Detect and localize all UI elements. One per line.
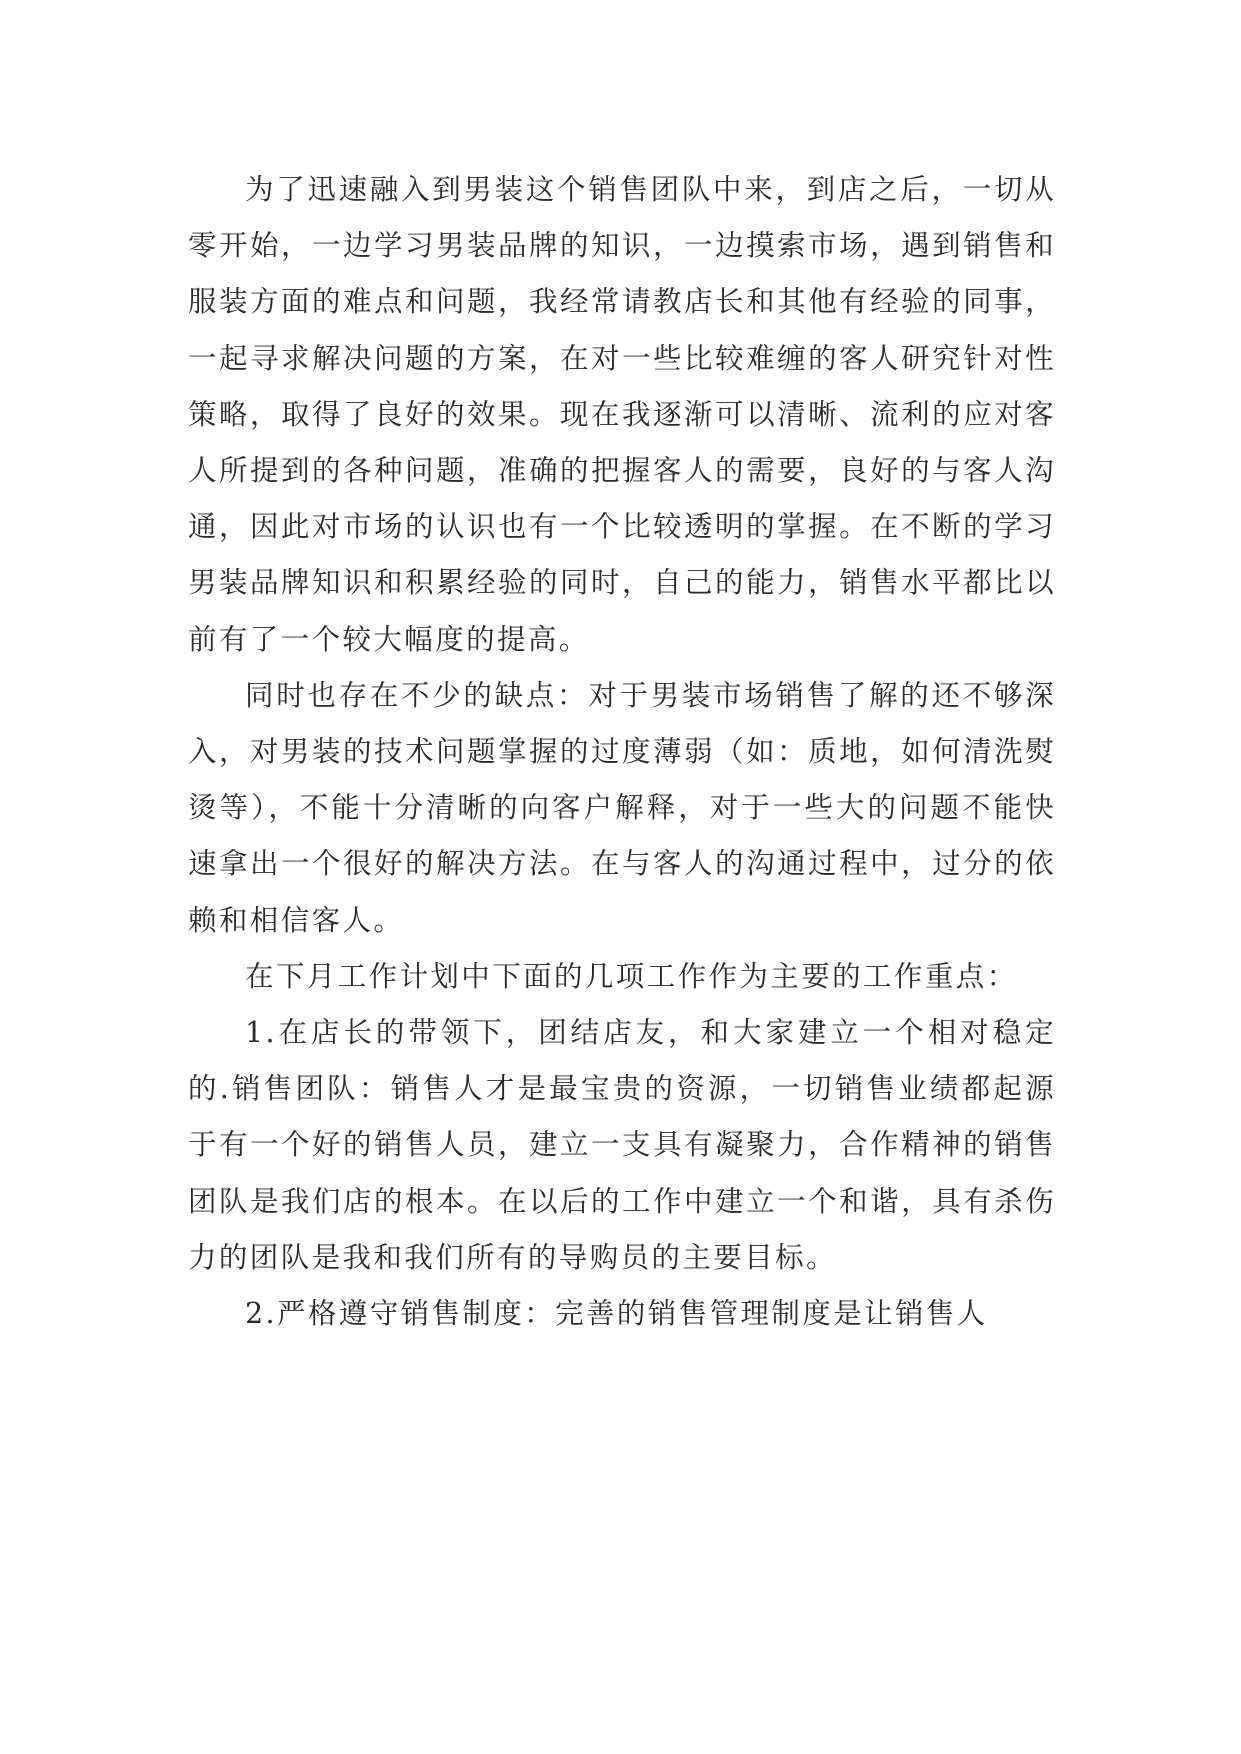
paragraph-plan-item-2: 2.严格遵守销售制度：完善的销售管理制度是让销售人 (245, 1297, 988, 1331)
paragraph-plan-item-1: 1.在店长的带领下，团结店友，和大家建立一个相对稳定的.销售团队：销售人才是最宝贵的资源，一切销售业绩都起源于有一个好的销售人员，建立一支具有凝聚力，合作精神的销售团队是我们店的根本。在以后的工作中建立一个和谐，具有杀伤力的团队是我和我们所有的导购员的主要目标。 (188, 1016, 1056, 1274)
paragraph-shortcomings: 同时也存在不少的缺点：对于男装市场销售了解的还不够深入，对男装的技术问题掌握的过度薄弱（如：质地，如何清洗熨烫等），不能十分清晰的向客户解释，对于一些大的问题不能快速拿出一个很好的解决方法。在与客人的沟通过程中，过分的依赖和相信客人。 (188, 678, 1056, 937)
paragraph-integration: 为了迅速融入到男装这个销售团队中来，到店之后，一切从零开始，一边学习男装品牌的知识，一边摸索市场，遇到销售和服装方面的难点和问题，我经常请教店长和其他有经验的同事，一起寻求解决问题的方案，在对一些比较难缠的客人研究针对性策略，取得了良好的效果。现在我逐渐可以清晰、流利的应对客人所提到的各种问题，准确的把握客人的需要，良好的与客人沟通，因此对市场的认识也有一个比较透明的掌握。在不断的学习男装品牌知识和积累经验的同时，自己的能力，销售水平都比以前有了一个较大幅度的提高。 (188, 173, 1056, 656)
paragraph-plan-intro: 在下月工作计划中下面的几项工作作为主要的工作重点： (245, 959, 1018, 993)
document-body (188, 162, 1056, 1342)
